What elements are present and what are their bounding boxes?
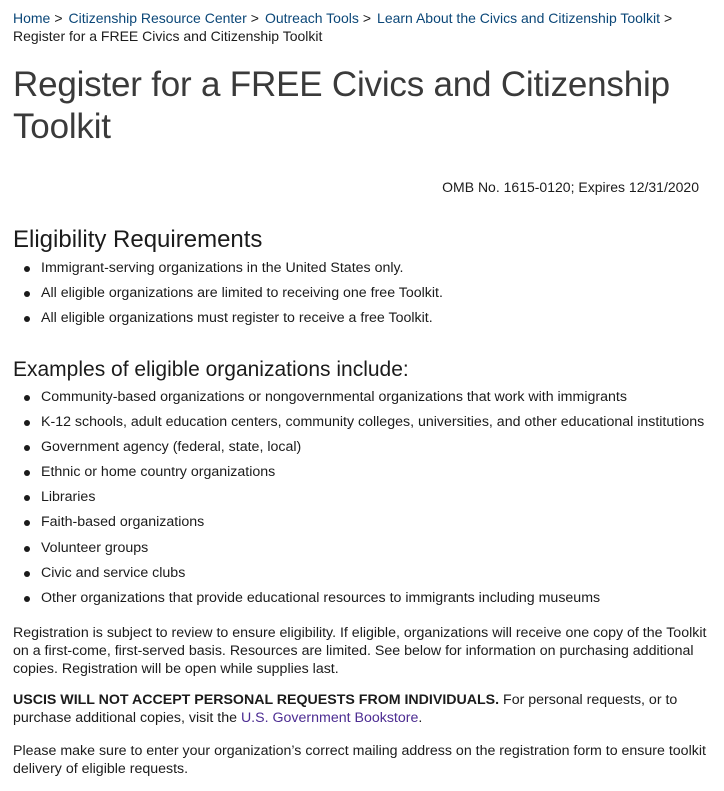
gov-bookstore-link[interactable]: U.S. Government Bookstore xyxy=(240,710,419,726)
breadcrumb-outreach-tools-link[interactable]: Outreach Tools xyxy=(264,10,359,26)
breadcrumb-home-link[interactable]: Home xyxy=(13,10,51,26)
omb-notice: OMB No. 1615-0120; Expires 12/31/2020 xyxy=(442,179,699,195)
list-item: Government agency (federal, state, local) xyxy=(41,435,704,460)
breadcrumb-separator: > xyxy=(362,10,372,26)
breadcrumb-learn-toolkit-link[interactable]: Learn About the Civics and Citizenship Toolkit xyxy=(377,10,661,26)
eligibility-list xyxy=(13,256,443,331)
list-item: Other organizations that provide educational resources to immigrants including museums xyxy=(41,586,704,611)
breadcrumb-separator: > xyxy=(664,10,673,26)
uscis-notice-bold: USCIS WILL NOT ACCEPT PERSONAL REQUESTS FROM INDIVIDUALS. xyxy=(13,692,500,708)
uscis-notice-paragraph xyxy=(13,691,708,727)
breadcrumb-separator: > xyxy=(250,10,259,26)
registration-paragraph: Registration is subject to review to ensure eligibility. If eligible, organizations will receive one copy of the Toolkit on a first-come, first-served basis. Resources are limited. See below for information on purchasing additional copies. Registration will be open while supplies last. xyxy=(13,625,707,677)
list-item: Immigrant-serving organizations in the United States only. xyxy=(41,256,443,281)
uscis-notice-text: For personal requests, or to purchase additional copies, visit the xyxy=(13,692,678,726)
breadcrumb-current: Register for a FREE Civics and Citizenship Toolkit xyxy=(13,28,323,44)
breadcrumb xyxy=(13,9,703,45)
list-item: Community-based organizations or nongovernmental organizations that work with immigrants xyxy=(41,385,704,410)
eligibility-heading: Eligibility Requirements xyxy=(13,226,263,253)
breadcrumb-separator: > xyxy=(54,10,63,26)
list-item: Libraries xyxy=(41,485,704,510)
breadcrumb-citizenship-resource-center-link[interactable]: Citizenship Resource Center xyxy=(68,10,247,26)
page-title: Register for a FREE Civics and Citizenship Toolkit xyxy=(13,65,670,146)
examples-list xyxy=(13,385,704,611)
list-item: Volunteer groups xyxy=(41,536,704,561)
list-item: Faith-based organizations xyxy=(41,510,704,535)
uscis-notice-period: . xyxy=(418,710,423,726)
mailing-address-paragraph: Please make sure to enter your organization’s correct mailing address on the registration form to ensure toolkit delivery of eligible requests. xyxy=(13,743,706,777)
list-item: All eligible organizations are limited to receiving one free Toolkit. xyxy=(41,281,443,306)
list-item: K-12 schools, adult education centers, community colleges, universities, and other educational institutions xyxy=(41,410,704,435)
list-item: All eligible organizations must register to receive a free Toolkit. xyxy=(41,306,443,331)
list-item: Ethnic or home country organizations xyxy=(41,460,704,485)
examples-heading: Examples of eligible organizations include: xyxy=(13,358,409,381)
list-item: Civic and service clubs xyxy=(41,561,704,586)
